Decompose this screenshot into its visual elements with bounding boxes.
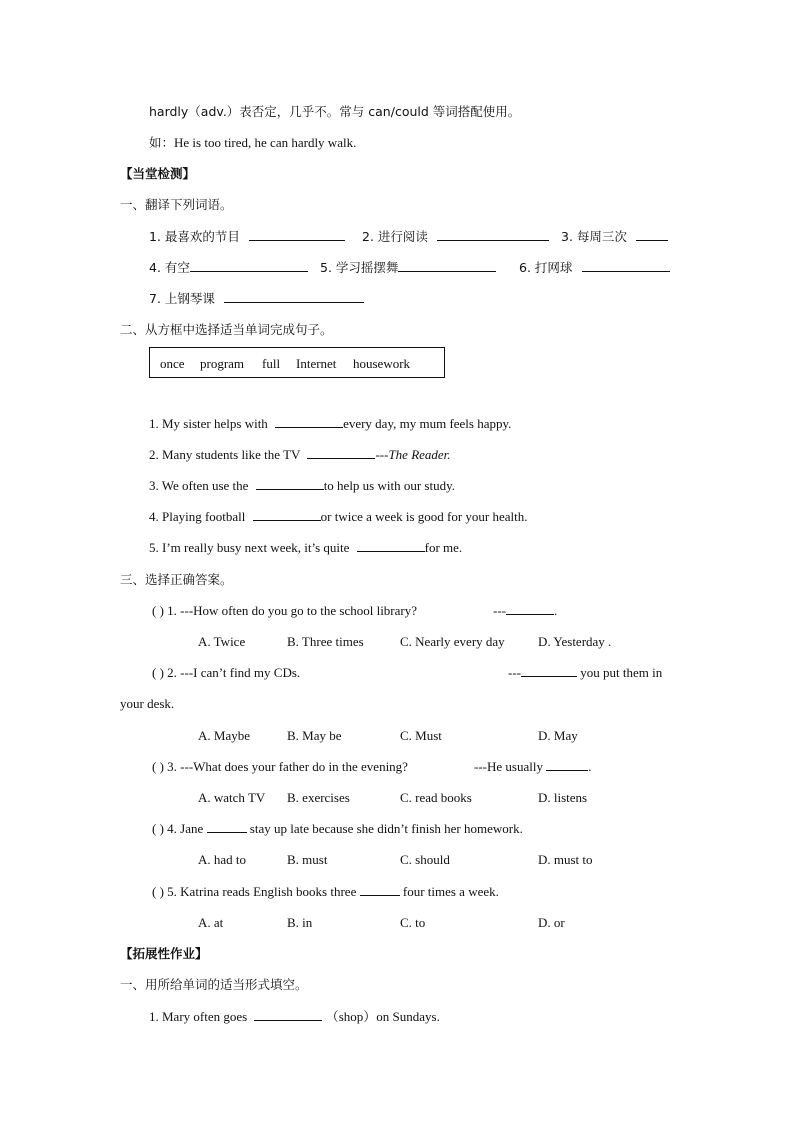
answer-blank[interactable]: [307, 446, 375, 459]
reply-text: you put them in: [580, 665, 663, 680]
answer-paren[interactable]: ( ): [152, 884, 164, 899]
mc-option[interactable]: B. Three times: [287, 634, 364, 649]
answer-blank[interactable]: [224, 290, 364, 303]
answer-paren[interactable]: ( ): [152, 603, 164, 618]
word-box: [149, 347, 445, 378]
mc-option[interactable]: D. Yesterday .: [538, 634, 612, 649]
question-text: 1. ---How often do you go to the school library?: [167, 603, 418, 618]
fill-sentence-3: [149, 477, 455, 495]
extended-part1-heading: 一、用所给单词的适当形式填空。: [120, 977, 308, 992]
translate-item-label: 1. 最喜欢的节目: [149, 229, 240, 244]
translate-item-label: 4. 有空: [149, 260, 190, 275]
translate-item-2: [362, 228, 549, 246]
section-title-in-class: 【当堂检测】: [120, 166, 196, 181]
answer-blank[interactable]: [360, 883, 400, 896]
mc-option[interactable]: B. in: [287, 915, 313, 930]
mc-option[interactable]: A. watch TV: [198, 790, 266, 805]
question-text: four times a week.: [402, 884, 499, 899]
part3-heading: 三、选择正确答案。: [120, 572, 233, 587]
grammar-note-text: hardly（adv.）表否定，几乎不。常与 can/could 等词搭配使用。: [149, 104, 521, 119]
reply-text: .: [588, 759, 592, 774]
sentence-text: ---: [375, 447, 389, 462]
translate-item-label: 6. 打网球: [519, 260, 573, 275]
answer-blank[interactable]: [253, 508, 321, 521]
word-option: Internet: [296, 356, 337, 371]
mc-option[interactable]: A. Maybe: [198, 728, 250, 743]
sentence-text: to help us with our study.: [323, 478, 456, 493]
mc-option[interactable]: B. May be: [287, 728, 342, 743]
mc-option[interactable]: A. had to: [198, 852, 247, 867]
sentence-text: 3. We often use the: [149, 478, 249, 493]
answer-paren[interactable]: ( ): [152, 821, 164, 836]
answer-paren[interactable]: ( ): [152, 665, 164, 680]
word-option: housework: [353, 356, 411, 371]
mc-option[interactable]: C. to: [400, 915, 426, 930]
mc-reply-2: [508, 664, 662, 682]
answer-paren[interactable]: ( ): [152, 759, 164, 774]
mc-option[interactable]: C. should: [400, 852, 450, 867]
sentence-text: （shop）on Sundays.: [325, 1009, 440, 1024]
translate-item-1: [149, 228, 345, 246]
mc-option[interactable]: A. at: [198, 915, 224, 930]
example-label: 如：: [149, 135, 175, 150]
translate-item-4: [149, 259, 308, 277]
mc-option[interactable]: C. read books: [400, 790, 472, 805]
mc-option[interactable]: D. must to: [538, 852, 593, 867]
reply-text: ---He usually: [474, 759, 543, 774]
example-text: He is too tired, he can hardly walk.: [174, 135, 357, 150]
mc-option[interactable]: C. Nearly every day: [400, 634, 505, 649]
answer-blank[interactable]: [636, 228, 668, 241]
sentence-text: every day, my mum feels happy.: [343, 416, 512, 431]
reply-text: ---: [493, 603, 506, 618]
example-line: [149, 134, 356, 152]
question-continuation: your desk.: [120, 696, 175, 711]
extended-sentence-1: [149, 1008, 440, 1026]
mc-option[interactable]: A. Twice: [198, 634, 246, 649]
reply-text: ---: [508, 665, 521, 680]
translate-item-3: [561, 228, 668, 246]
answer-blank[interactable]: [254, 1008, 322, 1021]
mc-option[interactable]: B. exercises: [287, 790, 350, 805]
sentence-text: 4. Playing football: [149, 509, 246, 524]
mc-question-4: [152, 820, 523, 838]
answer-blank[interactable]: [582, 259, 670, 272]
sentence-text: for me.: [424, 540, 463, 555]
question-text: 3. ---What does your father do in the evening?: [167, 759, 408, 774]
mc-option[interactable]: D. or: [538, 915, 565, 930]
mc-option[interactable]: D. listens: [538, 790, 588, 805]
mc-question-3: [152, 758, 408, 776]
mc-reply-1: [493, 602, 557, 620]
reply-text: .: [554, 603, 558, 618]
sentence-text: 1. Mary often goes: [149, 1009, 248, 1024]
translate-item-label: 2. 进行阅读: [362, 229, 428, 244]
section-title-extended: 【拓展性作业】: [120, 946, 208, 961]
word-option: full: [262, 356, 281, 371]
mc-question-1: [152, 602, 417, 620]
fill-sentence-2: [149, 446, 451, 464]
question-text: 2. ---I can’t find my CDs.: [167, 665, 301, 680]
program-title: The Reader.: [388, 447, 451, 462]
question-text: stay up late because she didn’t finish her homework.: [249, 821, 523, 836]
answer-blank[interactable]: [521, 664, 577, 677]
question-text: 5. Katrina reads English books three: [167, 884, 357, 899]
answer-blank[interactable]: [357, 539, 425, 552]
part1-heading: 一、翻译下列词语。: [120, 197, 233, 212]
mc-option[interactable]: C. Must: [400, 728, 442, 743]
sentence-text: or twice a week is good for your health.: [320, 509, 528, 524]
answer-blank[interactable]: [256, 477, 324, 490]
answer-blank[interactable]: [207, 820, 247, 833]
translate-item-label: 7. 上钢琴课: [149, 291, 215, 306]
translate-item-label: 5. 学习摇摆舞: [320, 260, 399, 275]
mc-reply-3: [474, 758, 591, 776]
sentence-text: 5. I’m really busy next week, it’s quite: [149, 540, 350, 555]
translate-item-7: [149, 290, 364, 308]
answer-blank[interactable]: [275, 415, 343, 428]
translate-item-5: [320, 259, 496, 277]
fill-sentence-1: [149, 415, 511, 433]
mc-option[interactable]: B. must: [287, 852, 328, 867]
answer-blank[interactable]: [398, 259, 496, 272]
word-option: program: [200, 356, 245, 371]
fill-sentence-5: [149, 539, 462, 557]
word-option: once: [160, 356, 185, 371]
translate-item-label: 3. 每周三次: [561, 229, 627, 244]
translate-item-6: [519, 259, 670, 277]
fill-sentence-4: [149, 508, 528, 526]
answer-blank[interactable]: [249, 228, 345, 241]
answer-blank[interactable]: [190, 259, 308, 272]
mc-option[interactable]: D. May: [538, 728, 578, 743]
answer-blank[interactable]: [506, 602, 554, 615]
answer-blank[interactable]: [437, 228, 549, 241]
mc-question-2: [152, 664, 300, 682]
part2-heading: 二、从方框中选择适当单词完成句子。: [120, 322, 333, 337]
answer-blank[interactable]: [546, 758, 588, 771]
grammar-note: [149, 103, 520, 121]
sentence-text: 2. Many students like the TV: [149, 447, 301, 462]
mc-question-5: [152, 883, 499, 901]
sentence-text: 1. My sister helps with: [149, 416, 268, 431]
question-text: 4. Jane: [167, 821, 204, 836]
